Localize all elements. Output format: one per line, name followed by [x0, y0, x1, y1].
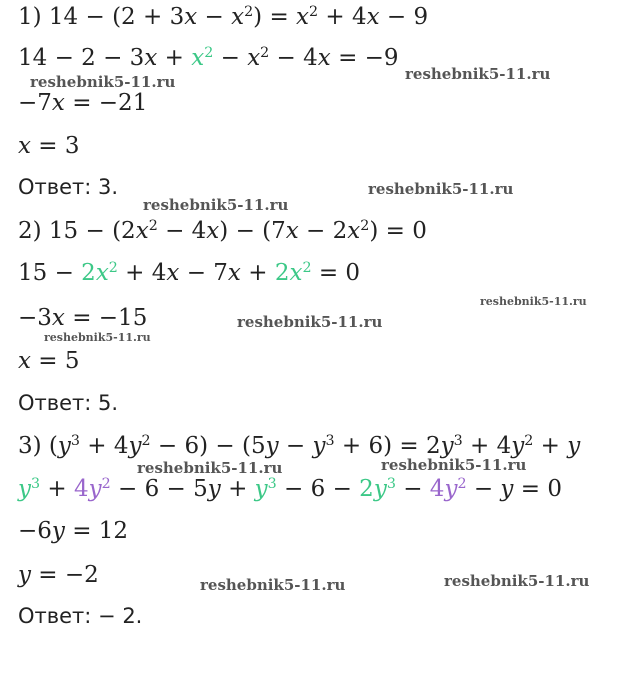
problem-3-answer: Ответ: − 2. [18, 604, 143, 628]
problem-2-step-3: x = 5 [18, 348, 80, 374]
problem-1-equation: 1) $14 - (2 + 3x - x^2) = x^2 + 4x - 9$ [18, 4, 429, 30]
problem-3-step-2: −6y = 12 [18, 518, 129, 544]
problem-3-equation: 3) $(y^3 + 4y^2 - 6) - (5y - y^3 + 6) = 2y^3 + 4y^2 + y$ [18, 433, 581, 459]
problem-1-step-2: −7x = −21 [18, 90, 148, 116]
watermark: reshebnik5-11.ru [200, 576, 346, 594]
watermark: reshebnik5-11.ru [444, 572, 590, 590]
problem-2-step-2: −3x = −15 [18, 305, 148, 331]
watermark: reshebnik5-11.ru [143, 196, 289, 214]
watermark: reshebnik5-11.ru [30, 73, 176, 91]
problem-3-step-1: $y^3 + 4y^2 - 6 - 5y + y^3 - 6 - 2y^3 - 4y^2 - y = 0$ [18, 476, 562, 502]
problem-2-answer: Ответ: 5. [18, 391, 119, 415]
watermark: reshebnik5-11.ru [137, 459, 283, 477]
problem-2-equation: 2) $15 - (2x^2 - 4x) - (7x - 2x^2) = 0$ [18, 218, 427, 244]
watermark: reshebnik5-11.ru [405, 65, 551, 83]
watermark: reshebnik5-11.ru [368, 180, 514, 198]
problem-1-answer: Ответ: 3. [18, 175, 119, 199]
watermark: reshebnik5-11.ru [237, 313, 383, 331]
watermark: reshebnik5-11.ru [44, 331, 151, 344]
problem-1-step-1: $14 - 2 - 3x + x^2 - x^2 - 4x = -9$ [18, 45, 399, 71]
problem-1-step-3: x = 3 [18, 133, 80, 159]
problem-3-step-3: y = −2 [18, 562, 99, 588]
watermark: reshebnik5-11.ru [480, 295, 587, 308]
watermark: reshebnik5-11.ru [381, 456, 527, 474]
problem-2-step-1: $15 - 2x^2 + 4x - 7x + 2x^2 = 0$ [18, 260, 361, 286]
